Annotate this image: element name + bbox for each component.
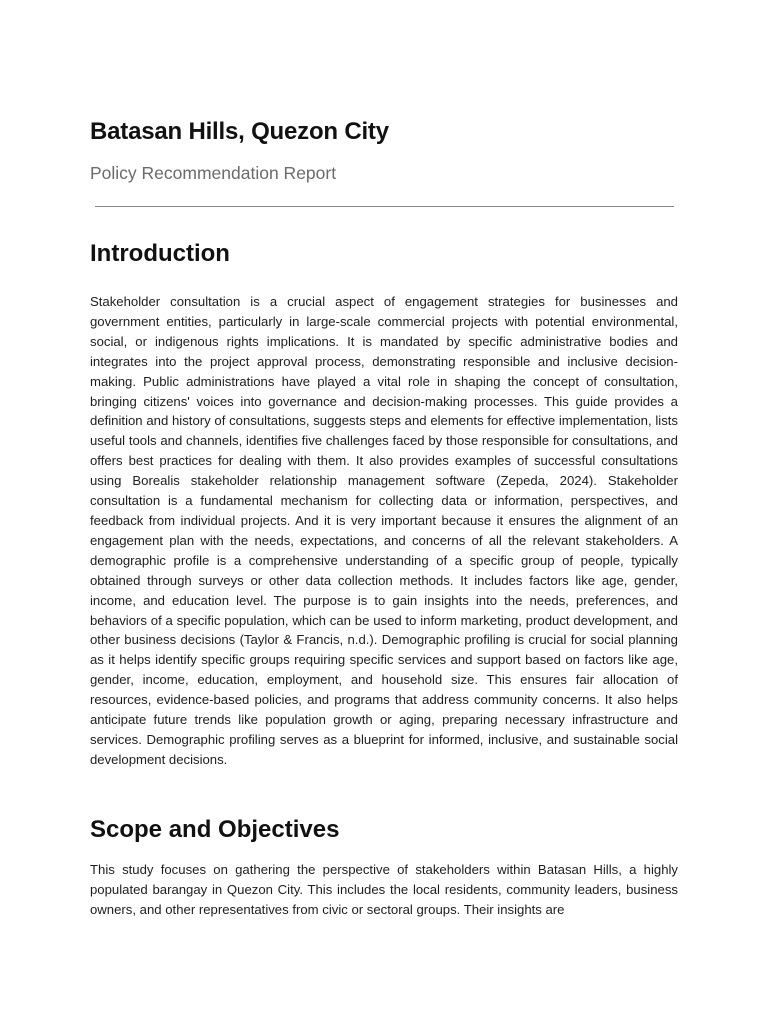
introduction-paragraph: Stakeholder consultation is a crucial aspect of engagement strategies for businesses and government entities, particularly in large-scale commercial projects with potential environmental, social, or indigenous rights implications. It is mandated by specific administrative bodies and integrates into the project approval process, demonstrating responsible and inclusive decision-making. Public administrations have played a vital role in shaping the concept of consultation, bringing citizens' voices into governance and decision-making processes. This guide provides a definition and history of consultations, suggests steps and elements for effective implementation, lists useful tools and channels, identifies five challenges faced by those responsible for consultations, and offers best practices for dealing with them. It also provides examples of successful consultations using Borealis stakeholder relationship management software (Zepeda, 2024). Stakeholder consultation is a fundamental mechanism for collecting data or information, perspectives, and feedback from individual projects. And it is very important because it ensures the alignment of an engagement plan with the needs, expectations, and concerns of all the relevant stakeholders. A demographic profile is a comprehensive understanding of a specific group of people, typically obtained through surveys or other data collection methods. It includes factors like age, gender, income, and education level. The purpose is to gain insights into the needs, preferences, and behaviors of a specific population, which can be used to inform marketing, product development, and other business decisions (Taylor & Francis, n.d.). Demographic profiling is crucial for social planning as it helps identify specific groups requiring specific services and support based on factors like age, gender, income, education, employment, and household size. This ensures fair allocation of resources, evidence-based policies, and programs that address community concerns. It also helps anticipate future trends like population growth or aging, preparing necessary infrastructure and services. Demographic profiling serves as a blueprint for informed, inclusive, and sustainable social development decisions. — [90, 294, 678, 767]
document-subtitle: Policy Recommendation Report — [90, 163, 337, 183]
document-title: Batasan Hills, Quezon City — [90, 118, 389, 145]
title-divider — [95, 206, 674, 207]
introduction-heading: Introduction — [90, 240, 230, 267]
scope-objectives-paragraph: This study focuses on gathering the perspective of stakeholders within Batasan Hills, a highly populated barangay in Quezon City. This includes the local residents, community leaders, business owners, and other representatives from civic or sectoral groups. Their insights are — [90, 862, 678, 917]
scope-objectives-heading: Scope and Objectives — [90, 816, 340, 843]
